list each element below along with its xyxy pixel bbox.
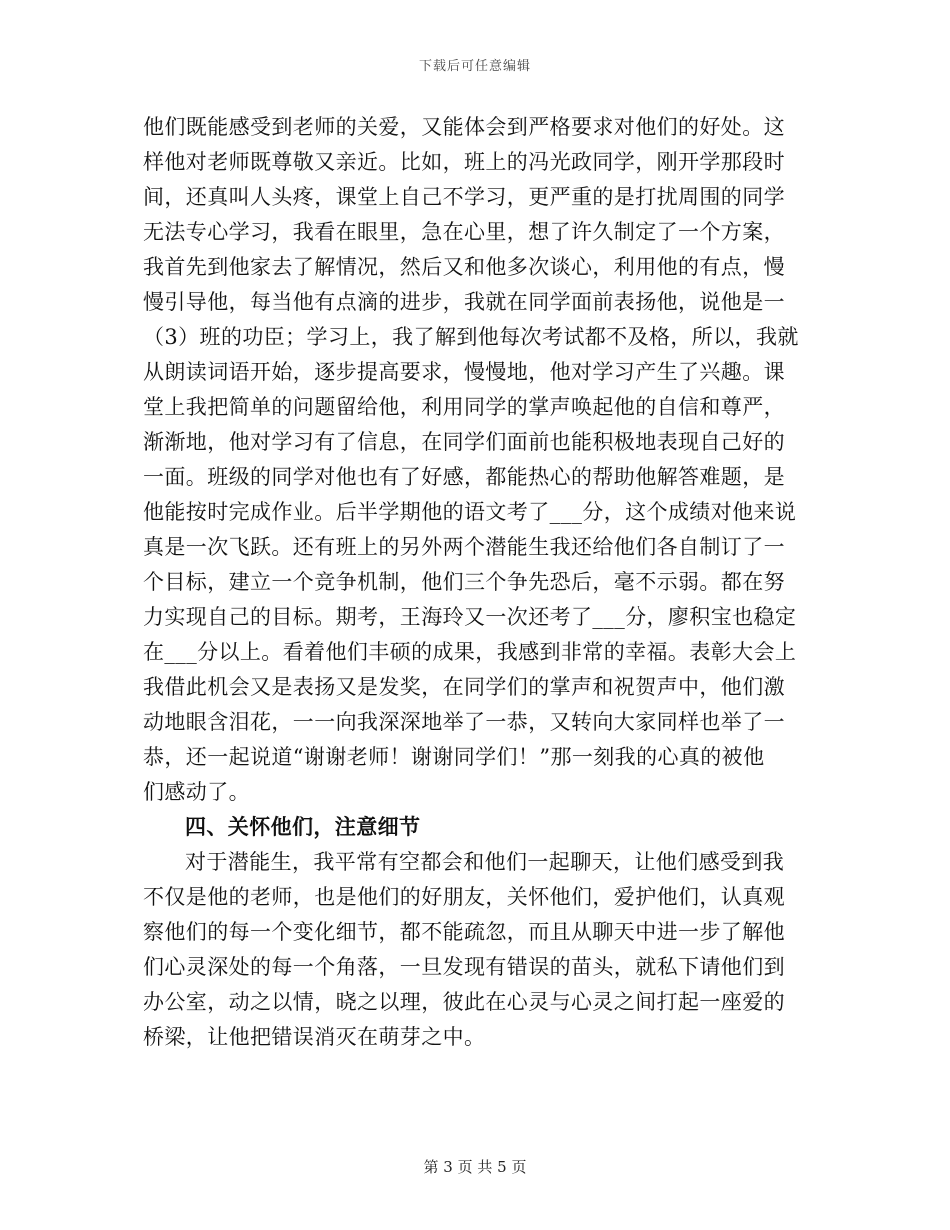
paragraph-line: 恭，还一起说道“谢谢老师！谢谢同学们！”那一刻我的心真的被他 bbox=[143, 745, 765, 769]
paragraph-line: 真是一次飞跃。还有班上的另外两个潜能生我还给他们各自制订了一 bbox=[143, 535, 785, 559]
paragraph-line: 渐渐地，他对学习有了信息，在同学们面前也能积极地表现自己好的 bbox=[143, 430, 785, 454]
paragraph-line: 力实现自己的目标。期考，王海玲又一次还考了___分，廖积宝也稳定 bbox=[143, 605, 797, 629]
page-number-footer: 第 3 页 共 5 页 bbox=[423, 1158, 527, 1176]
paragraph-line: 从朗读词语开始，逐步提高要求，慢慢地，他对学习产生了兴趣。课 bbox=[143, 360, 785, 384]
paragraph-line: 间，还真叫人头疼，课堂上自己不学习，更严重的是打扰周围的同学 bbox=[143, 185, 785, 209]
paragraph-line: （3）班的功臣；学习上，我了解到他每次考试都不及格，所以，我就 bbox=[143, 325, 799, 349]
paragraph-line: 动地眼含泪花，一一向我深深地举了一恭，又转向大家同样也举了一 bbox=[143, 710, 785, 734]
paragraph-line: 不仅是他的老师，也是他们的好朋友，关怀他们，爱护他们，认真观 bbox=[143, 885, 785, 909]
paragraph-line: 个目标，建立一个竞争机制，他们三个争先恐后，毫不示弱。都在努 bbox=[143, 570, 785, 594]
paragraph-line: 们感动了。 bbox=[143, 780, 250, 804]
paragraph-line: 们心灵深处的每一个角落，一旦发现有错误的苗头，就私下请他们到 bbox=[143, 955, 785, 979]
section-heading: 四、关怀他们，注意细节 bbox=[185, 815, 421, 839]
paragraph-line: 慢引导他，每当他有点滴的进步，我就在同学面前表扬他，说他是一 bbox=[143, 290, 785, 314]
paragraph-line: 在___分以上。看着他们丰硕的成果，我感到非常的幸福。表彰大会上 bbox=[143, 640, 797, 664]
paragraph-line: 他能按时完成作业。后半学期他的语文考了___分，这个成绩对他来说 bbox=[143, 500, 797, 524]
paragraph-line: 察他们的每一个变化细节，都不能疏忽，而且从聊天中进一步了解他 bbox=[143, 920, 785, 944]
page-header-note: 下载后可任意编辑 bbox=[418, 59, 531, 74]
paragraph-line: 办公室，动之以情，晓之以理，彼此在心灵与心灵之间打起一座爱的 bbox=[143, 990, 785, 1014]
paragraph-line: 样他对老师既尊敬又亲近。比如，班上的冯光政同学，刚开学那段时 bbox=[143, 150, 785, 174]
paragraph-line: 堂上我把简单的问题留给他，利用同学的掌声唤起他的自信和尊严， bbox=[143, 395, 785, 419]
paragraph-line: 他们既能感受到老师的关爱，又能体会到严格要求对他们的好处。这 bbox=[143, 115, 785, 139]
paragraph-line: 对于潜能生，我平常有空都会和他们一起聊天，让他们感受到我 bbox=[185, 850, 785, 874]
paragraph-line: 我首先到他家去了解情况，然后又和他多次谈心，利用他的有点，慢 bbox=[143, 255, 785, 279]
paragraph-line: 桥梁，让他把错误消灭在萌芽之中。 bbox=[143, 1025, 486, 1049]
paragraph-line: 一面。班级的同学对他也有了好感，都能热心的帮助他解答难题，是 bbox=[143, 465, 785, 489]
paragraph-line: 无法专心学习，我看在眼里，急在心里，想了许久制定了一个方案， bbox=[143, 220, 785, 244]
paragraph-line: 我借此机会又是表扬又是发奖，在同学们的掌声和祝贺声中，他们激 bbox=[143, 675, 785, 699]
